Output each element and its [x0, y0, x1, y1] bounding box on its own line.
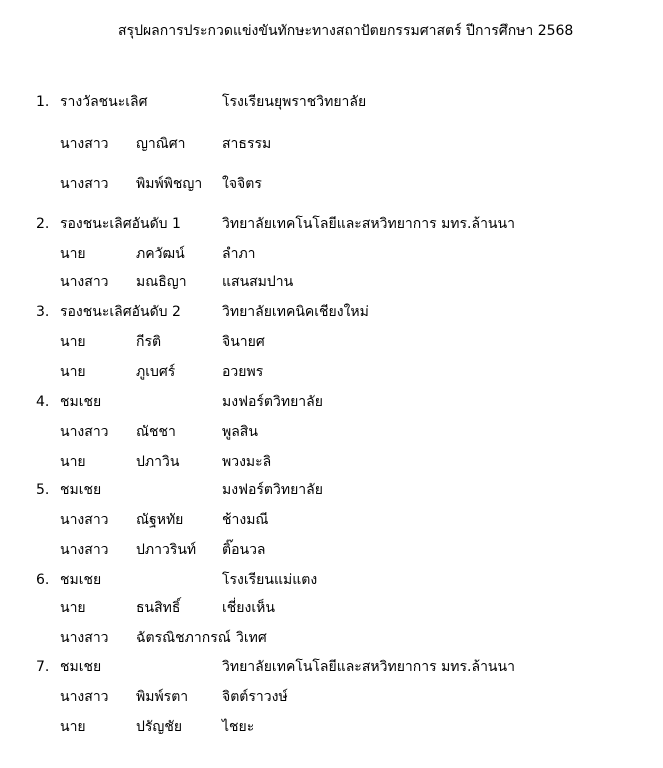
member-last-name: จินายศ — [222, 334, 265, 350]
member-first-name: ธนสิทธิ์ — [136, 600, 181, 616]
member-prefix: นาย — [60, 364, 86, 380]
member-last-name: อวยพร — [222, 364, 264, 380]
member-prefix: นางสาว — [60, 424, 109, 440]
member-prefix: นางสาว — [60, 176, 109, 192]
award-label: รองชนะเลิศอันดับ 2 — [60, 304, 181, 320]
member-prefix: นาย — [60, 334, 86, 350]
member-first-name: ภควัฒน์ — [136, 246, 185, 262]
member-last-name: จิตต์ราวงษ์ — [222, 689, 288, 705]
member-prefix: นาย — [60, 246, 86, 262]
school-name: วิทยาลัยเทคนิคเชียงใหม่ — [222, 304, 369, 320]
award-label: ชมเชย — [60, 482, 102, 498]
member-prefix: นางสาว — [60, 689, 109, 705]
award-label: ชมเชย — [60, 572, 102, 588]
member-first-name: กีรติ — [136, 334, 162, 350]
member-prefix: นางสาว — [60, 136, 109, 152]
member-first-name: ณัฐหทัย — [136, 512, 184, 528]
member-prefix: นาย — [60, 454, 86, 470]
member-prefix: นาย — [60, 600, 86, 616]
page-title: สรุปผลการประกวดแข่งขันทักษะทางสถาปัตยกรรมศาสตร์ ปีการศึกษา 2568 — [118, 23, 574, 39]
member-last-name: ช้างมณี — [222, 512, 269, 528]
school-name: มงฟอร์ตวิทยาลัย — [222, 482, 323, 498]
member-first-name: มณธิญา — [136, 274, 187, 290]
award-label: รองชนะเลิศอันดับ 1 — [60, 216, 181, 232]
member-first-name: พิมพ์พิชญา — [136, 176, 203, 192]
member-first-name: ภูเบศร์ — [136, 364, 176, 380]
award-label: รางวัลชนะเลิศ — [60, 94, 148, 110]
member-last-name: แสนสมปาน — [222, 274, 294, 290]
member-first-name: ฉัตรณิชภากรณ์ — [136, 630, 231, 646]
member-last-name: วิเทศ — [236, 630, 267, 646]
member-first-name: ญาณิศา — [136, 136, 186, 152]
member-prefix: นาย — [60, 719, 86, 735]
member-last-name: ใจจิตร — [222, 176, 262, 192]
member-last-name: ไชยะ — [222, 719, 255, 735]
member-prefix: นางสาว — [60, 542, 109, 558]
school-name: วิทยาลัยเทคโนโลยีและสหวิทยาการ มทร.ล้านนา — [222, 659, 515, 675]
member-first-name: ปภาวิน — [136, 454, 180, 470]
school-name: โรงเรียนแม่แตง — [222, 572, 318, 588]
member-prefix: นางสาว — [60, 512, 109, 528]
entry-number: 7. — [36, 659, 50, 675]
member-first-name: ณัชชา — [136, 424, 176, 440]
award-label: ชมเชย — [60, 659, 102, 675]
member-first-name: พิมพ์รตา — [136, 689, 189, 705]
member-first-name: ปรัญชัย — [136, 719, 183, 735]
entry-number: 4. — [36, 394, 50, 410]
award-label: ชมเชย — [60, 394, 102, 410]
member-first-name: ปภาวรินท์ — [136, 542, 197, 558]
school-name: มงฟอร์ตวิทยาลัย — [222, 394, 323, 410]
member-last-name: เชี่ยงเห็น — [222, 600, 275, 616]
entry-number: 3. — [36, 304, 50, 320]
member-last-name: สาธรรม — [222, 136, 272, 152]
member-prefix: นางสาว — [60, 630, 109, 646]
entry-number: 1. — [36, 94, 50, 110]
school-name: โรงเรียนยุพราชวิทยาลัย — [222, 94, 367, 110]
member-last-name: พวงมะลิ — [222, 454, 272, 470]
member-prefix: นางสาว — [60, 274, 109, 290]
member-last-name: ลำภา — [222, 246, 256, 262]
member-last-name: ติ๊อนวล — [222, 542, 266, 558]
entry-number: 2. — [36, 216, 50, 232]
school-name: วิทยาลัยเทคโนโลยีและสหวิทยาการ มทร.ล้านนา — [222, 216, 515, 232]
entry-number: 6. — [36, 572, 50, 588]
entry-number: 5. — [36, 482, 50, 498]
member-last-name: พูลสิน — [222, 424, 258, 440]
